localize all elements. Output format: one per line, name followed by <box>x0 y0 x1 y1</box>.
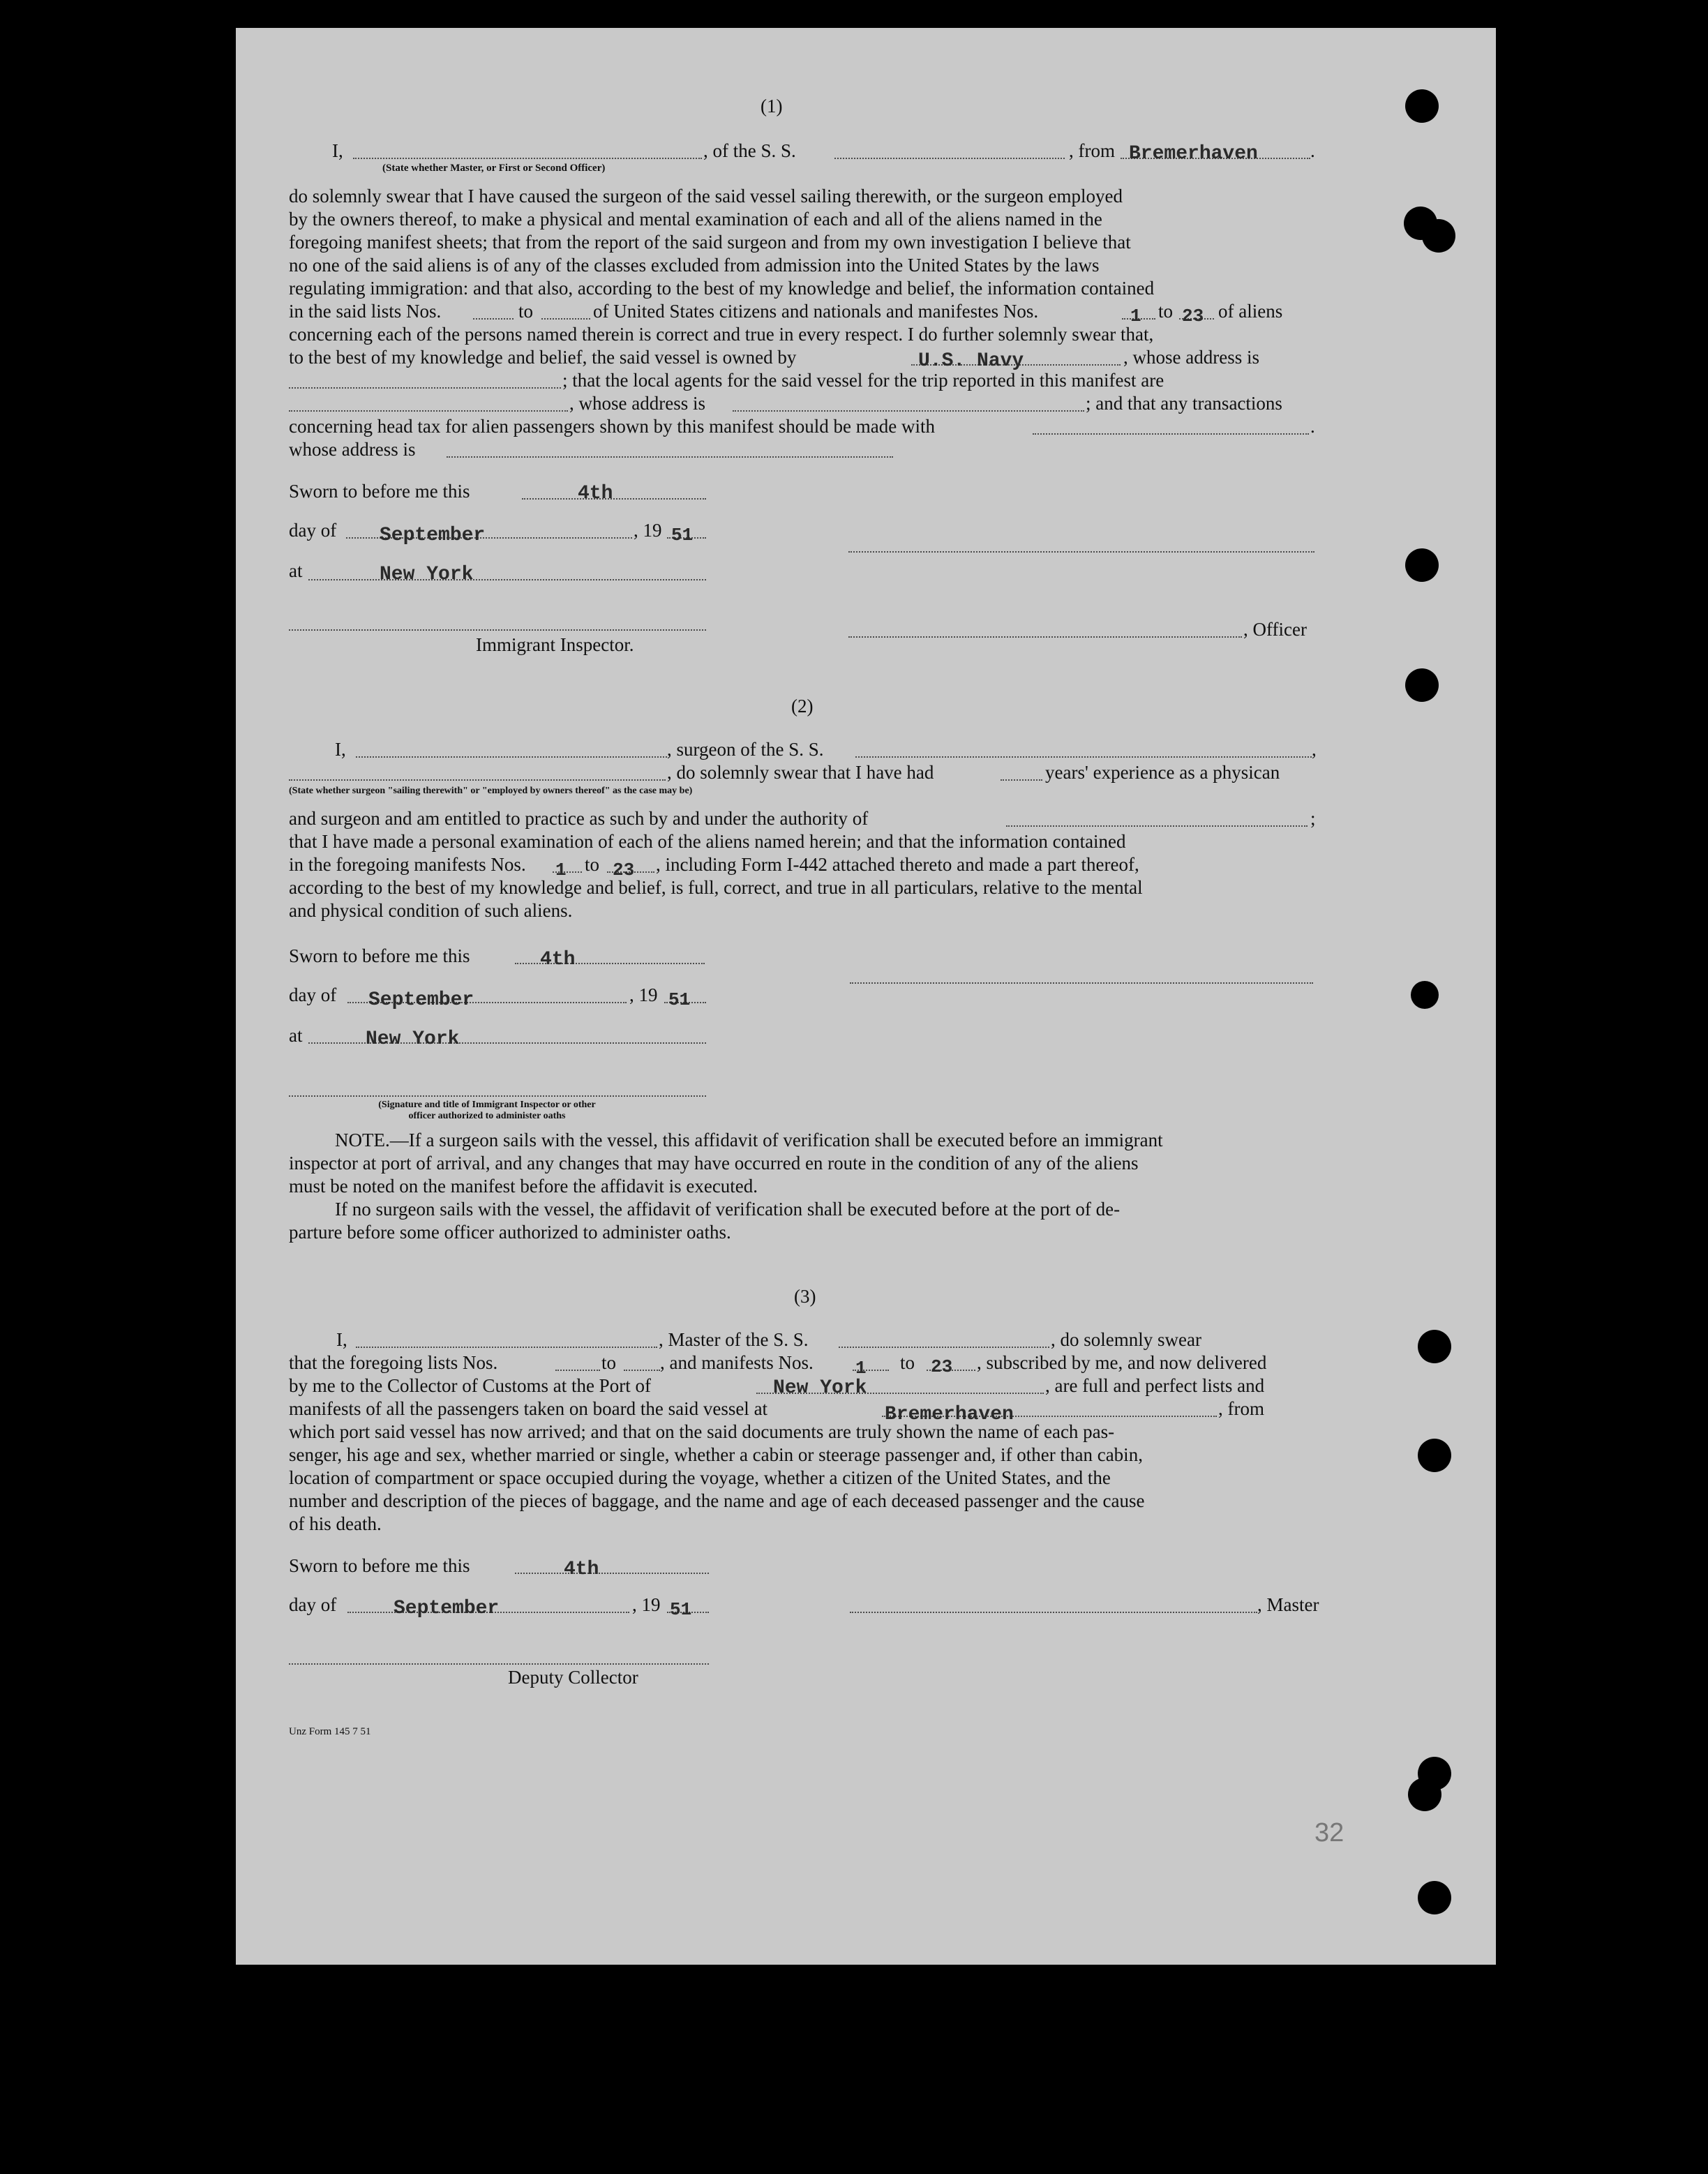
s2-form-label: , including Form I-442 attached thereto and made a part thereof, <box>656 854 1139 875</box>
s2-state-note: (State whether surgeon "sailing therewith" or "employed by owners thereof" as the case may be) <box>289 786 693 796</box>
punch-hole <box>1422 219 1455 253</box>
section-2-number: (2) <box>791 696 814 717</box>
s3-collector-signature-field[interactable] <box>289 1663 709 1665</box>
s1-at-label: at <box>289 560 303 581</box>
s1-owned-by-label: to the best of my knowledge and belief, the said vessel is owned by <box>289 347 797 368</box>
s2-line4: that I have made a personal examination of each of the aliens named herein; and that the information contained <box>289 831 1126 852</box>
s3-taken-on-board-label: manifests of all the passengers taken on board the said vessel at <box>289 1398 768 1419</box>
s1-i-label: I, <box>332 140 343 161</box>
s1-body <box>289 185 1319 300</box>
s2-years-field[interactable] <box>1001 779 1042 781</box>
s1-head-tax-label: concerning head tax for alien passengers shown by this manifest should be made with <box>289 416 936 437</box>
s2-inspector-signature-field[interactable] <box>289 1095 706 1097</box>
punch-hole <box>1418 1881 1451 1914</box>
s3-port-value: New York <box>773 1377 867 1399</box>
s3-lists-to-field[interactable] <box>624 1370 660 1371</box>
s2-year-value: 51 <box>668 989 691 1010</box>
s3-manifests-label: , and manifests Nos. <box>660 1352 814 1373</box>
s1-signature-line-1[interactable] <box>848 551 1314 553</box>
punch-hole <box>1408 1778 1441 1811</box>
punch-hole <box>1405 548 1439 582</box>
s3-lists-to-label: to <box>601 1352 617 1373</box>
s3-body-line: senger, his age and sex, whether married or single, whether a cabin or steerage passenger and, if other than cabin, <box>289 1444 1143 1465</box>
s2-day-of-label: day of <box>289 984 337 1005</box>
s2-surgeon-type-field[interactable] <box>289 779 666 781</box>
s2-sworn-day-value: 4th <box>540 949 576 970</box>
s3-manifests-from-value: 1 <box>855 1358 867 1379</box>
s3-manifests-to-value: 23 <box>931 1356 953 1377</box>
s2-at-label: at <box>289 1025 303 1046</box>
s2-year-prefix: , 19 <box>629 984 658 1005</box>
s1-sworn-label: Sworn to before me this <box>289 481 470 502</box>
note-line: parture before some officer authorized to administer oaths. <box>289 1222 731 1243</box>
s1-manifests-from-value: 1 <box>1130 306 1141 327</box>
s1-head-tax-address-label: whose address is <box>289 439 416 460</box>
s3-body-line: location of compartment or space occupied during the voyage, whether a citizen of the United States, and the <box>289 1467 1111 1488</box>
s1-manifests-to-label: to <box>1158 301 1174 322</box>
s1-inspector-label: Immigrant Inspector. <box>476 634 634 655</box>
s1-owner-address-field[interactable] <box>289 387 561 389</box>
note-line: must be noted on the manifest before the affidavit is executed. <box>289 1176 758 1197</box>
s1-line11-period: . <box>1310 416 1315 437</box>
s3-body <box>289 1420 1319 1536</box>
s1-agents-address-field[interactable] <box>733 410 1084 412</box>
s3-lists-from-field[interactable] <box>555 1370 600 1371</box>
s1-of-aliens-label: of aliens <box>1218 301 1283 322</box>
s2-manifests-from-value: 1 <box>555 860 567 880</box>
s3-from-label: , from <box>1218 1398 1264 1419</box>
s3-year-value: 51 <box>670 1599 692 1620</box>
s2-authority-label: and surgeon and am entitled to practice as such by and under the authority of <box>289 808 869 829</box>
s2-line7: and physical condition of such aliens. <box>289 900 573 921</box>
s1-sworn-day-field[interactable] <box>522 498 706 500</box>
section-1-number: (1) <box>761 96 783 117</box>
s2-surgeon-name-field[interactable] <box>356 756 667 758</box>
s3-master-signature-field[interactable] <box>850 1612 1257 1613</box>
s3-i-label: I, <box>336 1329 347 1350</box>
s3-body-line: which port said vessel has now arrived; and that on the said documents are truly shown the name of each pas- <box>289 1421 1115 1442</box>
s2-i-label: I, <box>335 739 346 760</box>
s3-manifests-to-label: to <box>900 1352 915 1373</box>
section-3-number: (3) <box>794 1286 816 1307</box>
s1-period: . <box>1310 140 1315 161</box>
s3-swear-label: , do solemnly swear <box>1051 1329 1201 1350</box>
s1-month-value: September <box>380 525 486 546</box>
s3-sworn-label: Sworn to before me this <box>289 1555 470 1576</box>
s3-master-label: , Master <box>1257 1594 1319 1615</box>
s2-manifests-to-value: 23 <box>613 860 635 880</box>
punch-hole <box>1418 1330 1451 1363</box>
s2-manifests-label: in the foregoing manifests Nos. <box>289 854 526 875</box>
s2-authority-field[interactable] <box>1006 825 1308 827</box>
s3-full-lists-label: , are full and perfect lists and <box>1045 1375 1265 1396</box>
s1-from-value: Bremerhaven <box>1129 143 1258 165</box>
s1-agents-field[interactable] <box>289 410 568 412</box>
s3-lists-label: that the foregoing lists Nos. <box>289 1352 498 1373</box>
s2-semicolon: ; <box>1310 808 1316 829</box>
s1-body-line: no one of the said aliens is of any of the classes excluded from admission into the United States by the laws <box>289 255 1100 276</box>
s2-comma: , <box>1312 739 1317 760</box>
s3-body-line: number and description of the pieces of baggage, and the name and age of each deceased passenger and the cause <box>289 1490 1145 1511</box>
s1-place-value: New York <box>380 564 474 585</box>
s3-month-value: September <box>394 1598 500 1619</box>
note-line: If no surgeon sails with the vessel, the affidavit of verification shall be executed before at the port of de- <box>335 1199 1121 1220</box>
s1-body-line: do solemnly swear that I have caused the surgeon of the said vessel sailing therewith, or the surgeon employed <box>289 186 1123 207</box>
s3-collector-label: by me to the Collector of Customs at the Port of <box>289 1375 651 1396</box>
s2-sworn-label: Sworn to before me this <box>289 945 470 966</box>
s1-line7: concerning each of the persons named therein is correct and true in every respect. I do further solemnly swear that, <box>289 324 1154 345</box>
s1-year-value: 51 <box>671 525 694 546</box>
s2-place-value: New York <box>366 1028 460 1050</box>
note-line: inspector at port of arrival, and any changes that may have occurred en route in the condition of any of the aliens <box>289 1153 1139 1174</box>
s3-sworn-day-value: 4th <box>564 1559 599 1580</box>
s1-from-label: , from <box>1069 140 1115 161</box>
s1-lists-label: in the said lists Nos. <box>289 301 442 322</box>
s1-officer-label: , Officer <box>1243 619 1307 640</box>
s1-inspector-signature-field[interactable] <box>289 629 706 631</box>
s1-sworn-day-value: 4th <box>578 483 613 504</box>
s1-head-tax-field[interactable] <box>1033 433 1309 435</box>
s1-owner-value: U.S. Navy <box>918 350 1024 372</box>
s1-transactions-label: ; and that any transactions <box>1086 393 1282 414</box>
s2-to-label: to <box>585 854 600 875</box>
s1-officer-signature-field[interactable] <box>848 636 1242 638</box>
s2-vessel-field[interactable] <box>855 756 1312 758</box>
punch-hole <box>1405 89 1439 123</box>
s1-body-line: regulating immigration: and that also, according to the best of my knowledge and belief, the information contained <box>289 278 1155 299</box>
s1-officer-name-field[interactable] <box>353 158 702 159</box>
s3-vessel-field[interactable] <box>839 1347 1049 1348</box>
s1-whose-address-label: , whose address is <box>1123 347 1259 368</box>
s2-surgeon-signature-field[interactable] <box>850 982 1313 984</box>
s1-state-note: (State whether Master, or First or Second Officer) <box>382 163 606 174</box>
s1-day-of-label: day of <box>289 520 337 541</box>
s1-body-line: foregoing manifest sheets; that from the report of the said surgeon and from my own investigation I believe that <box>289 232 1131 253</box>
s2-signature-note <box>340 1100 634 1122</box>
s1-vessel-name-field[interactable] <box>834 158 1065 159</box>
s1-body-line: by the owners thereof, to make a physical and mental examination of each and all of the aliens named in the <box>289 209 1102 230</box>
s1-agents-address-label: , whose address is <box>569 393 705 414</box>
note-line: NOTE.—If a surgeon sails with the vessel, this affidavit of verification shall be executed before an immigrant <box>335 1130 1163 1150</box>
s2-surgeon-of-label: , surgeon of the S. S. <box>667 739 824 760</box>
s3-sworn-day-field[interactable] <box>515 1573 709 1574</box>
s1-manifests-to-value: 23 <box>1182 306 1204 327</box>
punch-hole <box>1405 668 1439 702</box>
punch-hole <box>1411 981 1439 1009</box>
s2-experience-label: , do solemnly swear that I have had <box>667 762 934 783</box>
manifest-affidavit-page <box>236 28 1496 1965</box>
s1-lists-to-field[interactable] <box>541 318 590 320</box>
s3-master-of-label: , Master of the S. S. <box>659 1329 809 1350</box>
s3-body-line: of his death. <box>289 1513 382 1534</box>
s3-departure-port-value: Bremerhaven <box>885 1404 1014 1425</box>
s1-head-tax-address-field[interactable] <box>447 456 893 458</box>
s3-subscribed-label: , subscribed by me, and now delivered <box>977 1352 1267 1373</box>
s1-place-field[interactable] <box>308 579 706 580</box>
s3-master-name-field[interactable] <box>356 1347 657 1348</box>
s2-sig-note-line-1: (Signature and title of Immigrant Inspector or other <box>378 1100 596 1110</box>
s2-line6: according to the best of my knowledge and belief, is full, correct, and true in all particulars, relative to the mental <box>289 877 1143 898</box>
s2-sig-note-line-2: officer authorized to administer oaths <box>408 1111 566 1121</box>
s1-local-agents-label: ; that the local agents for the said vessel for the trip reported in this manifest are <box>562 370 1164 391</box>
punch-hole <box>1418 1439 1451 1472</box>
s1-year-prefix: , 19 <box>634 520 662 541</box>
s2-month-value: September <box>368 989 474 1011</box>
s1-of-ss-label: , of the S. S. <box>703 140 796 161</box>
page-stamp-number: 32 <box>1314 1818 1344 1847</box>
s2-physican-label: years' experience as a physican <box>1045 762 1280 783</box>
s3-day-of-label: day of <box>289 1594 337 1615</box>
s1-manifests-label: of United States citizens and nationals and manifestes Nos. <box>593 301 1039 322</box>
s3-deputy-label: Deputy Collector <box>508 1667 638 1688</box>
s1-lists-to-label: to <box>518 301 534 322</box>
s3-year-prefix: , 19 <box>632 1594 661 1615</box>
s1-lists-from-field[interactable] <box>473 318 514 320</box>
form-id: Unz Form 145 7 51 <box>289 1726 371 1737</box>
